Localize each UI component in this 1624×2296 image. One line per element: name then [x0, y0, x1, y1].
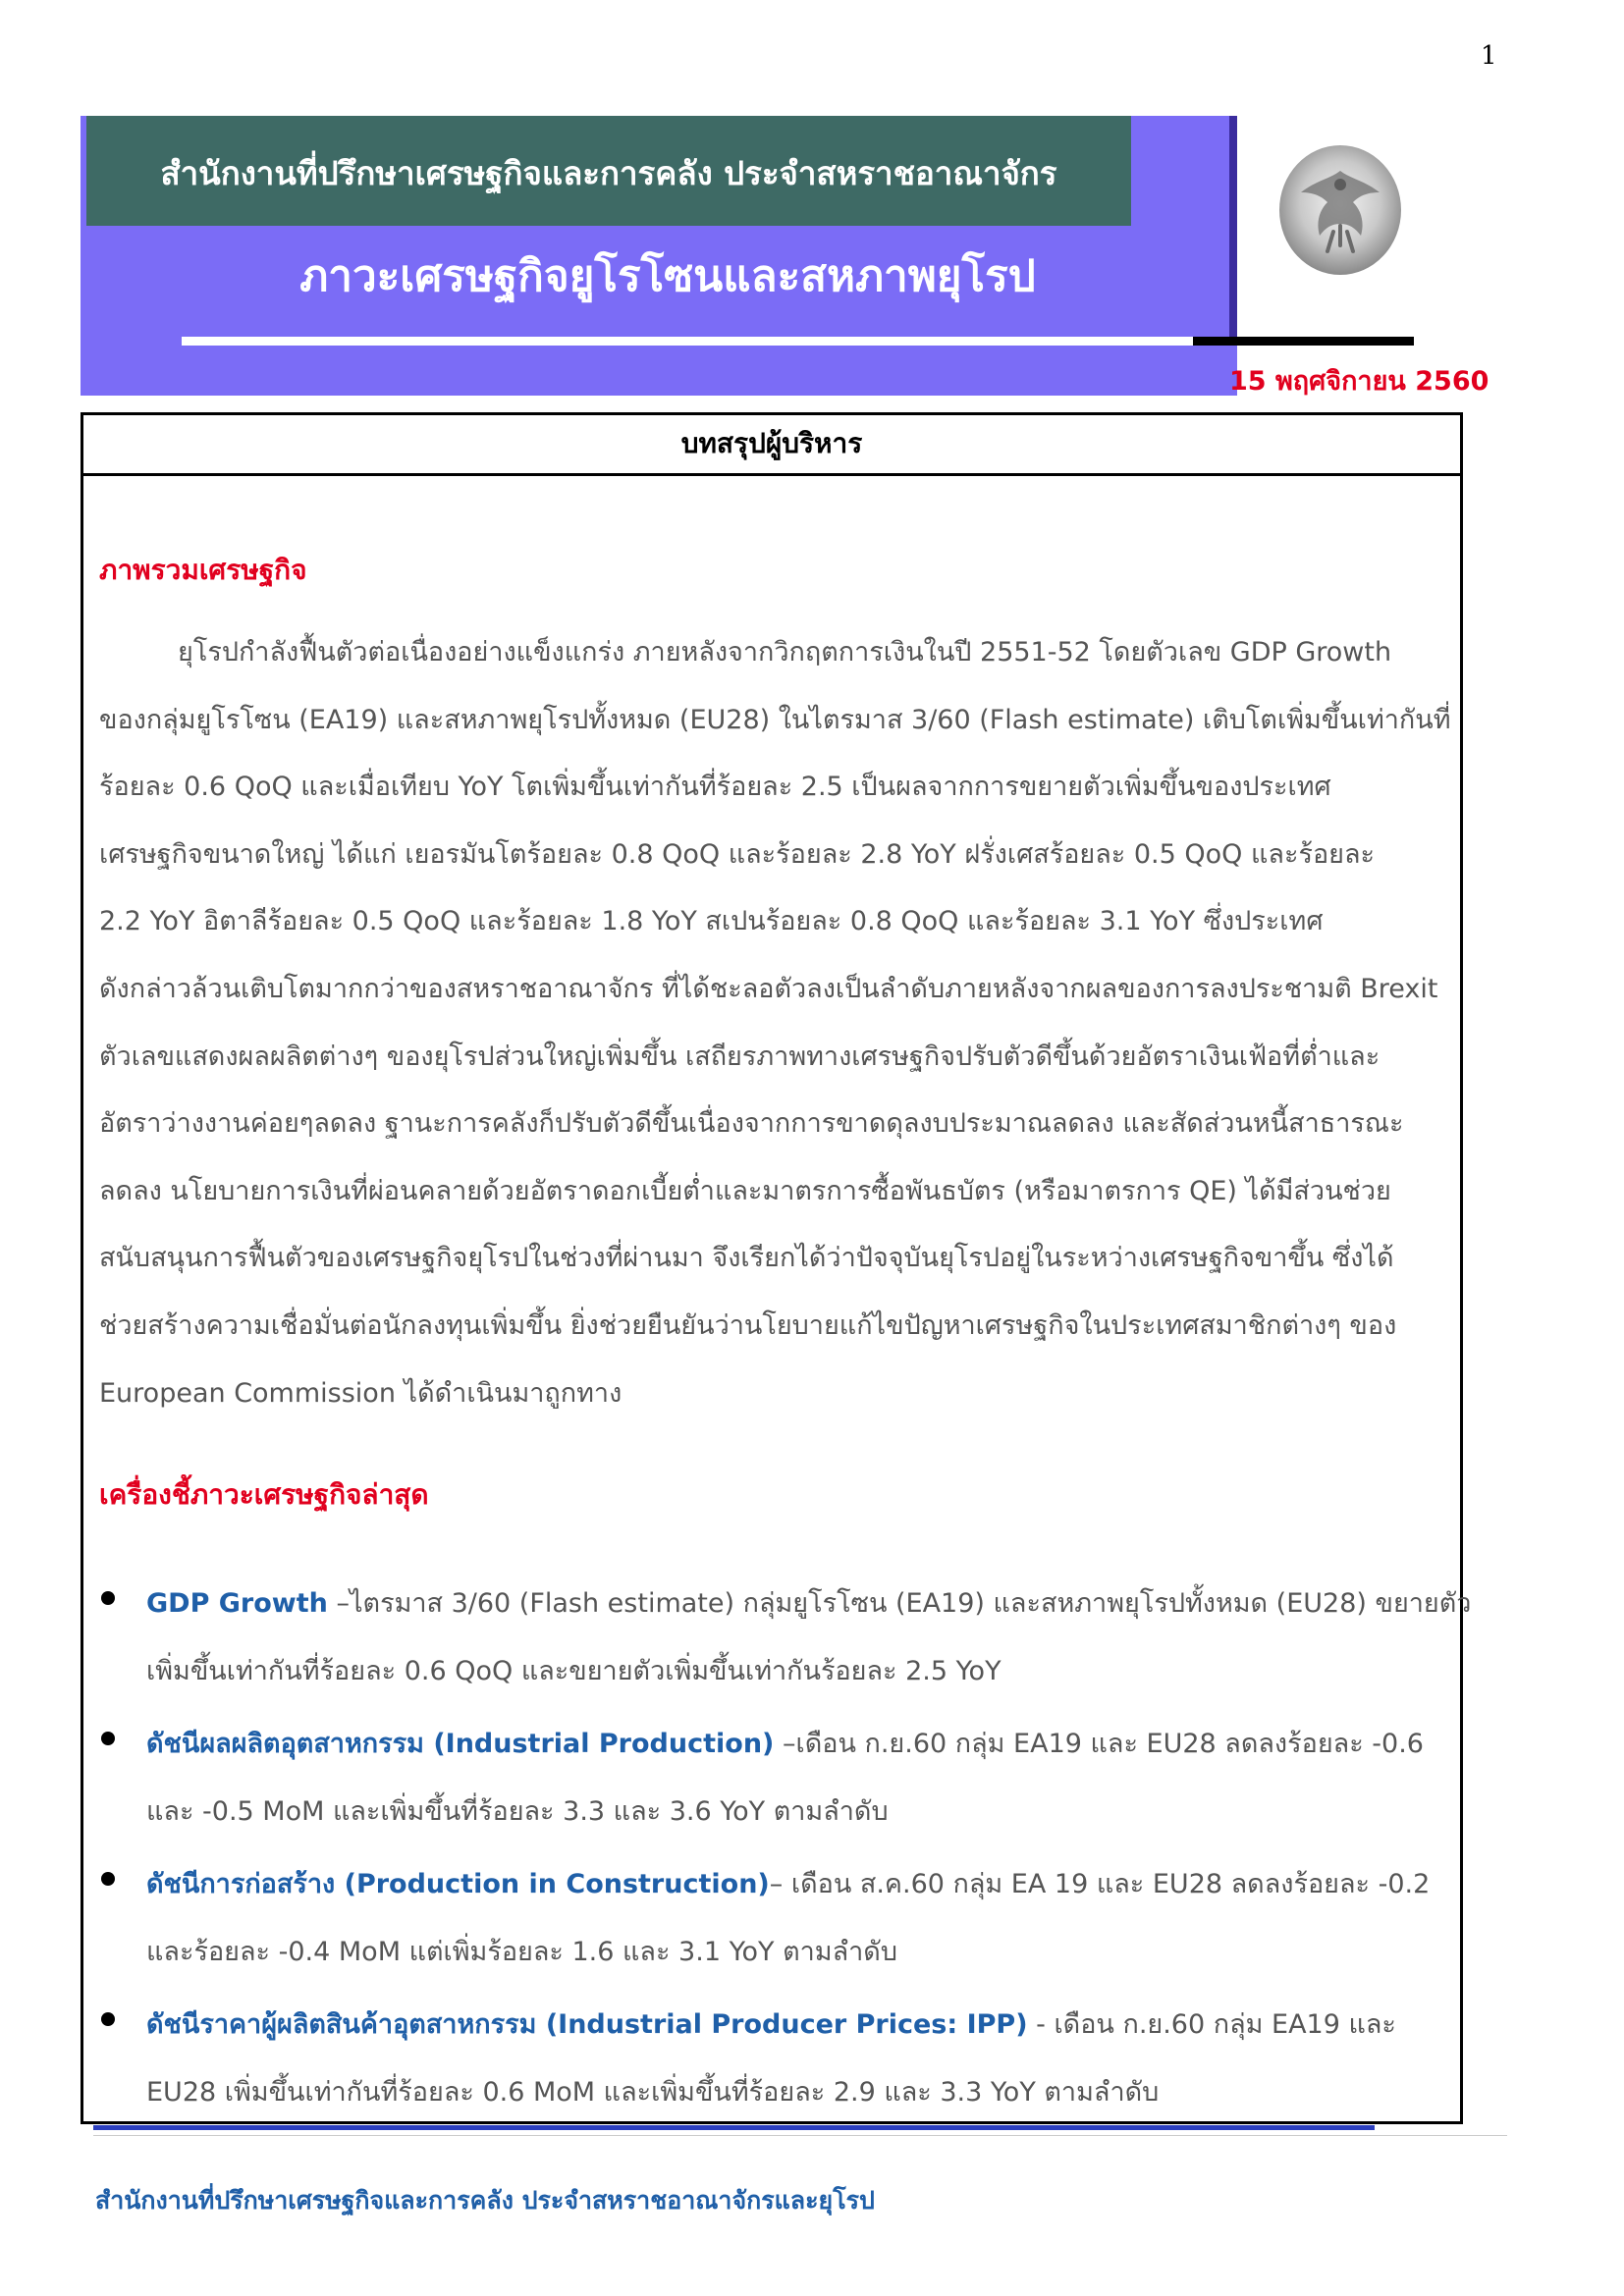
indicators-heading: เครื่องชี้ภาวะเศรษฐกิจล่าสุด — [99, 1478, 429, 1511]
overview-line: สนับสนุนการฟื้นตัวของเศรษฐกิจยุโรปในช่วงที่ผ่านมา จึงเรียกได้ว่าปัจจุบันยุโรปอยู่ในระหว่างเศรษฐกิจขาขึ้น ซึ่งได้ — [99, 1243, 1394, 1274]
overview-line: ของกลุ่มยูโรโซน (EA19) และสหภาพยุโรปทั้งหมด (EU28) ในไตรมาส 3/60 (Flash estimate) เติบโตเพิ่มขึ้นเท่ากันที่ — [99, 704, 1451, 735]
bullet-icon — [101, 1732, 115, 1745]
indicator-detail: –ไตรมาส 3/60 (Flash estimate) กลุ่มยูโรโซน (EA19) และสหภาพยุโรปทั้งหมด (EU28) ขยายตัว — [327, 1588, 1472, 1619]
indicator-item-producer-prices — [83, 1991, 1458, 2131]
bullet-icon — [101, 1591, 115, 1605]
indicator-detail: –เดือน ก.ย.60 กลุ่ม EA19 และ EU28 ลดลงร้อยละ -0.6 — [774, 1729, 1424, 1759]
banner-divider — [182, 337, 1193, 346]
indicator-detail: และร้อยละ -0.4 MoM แต่เพิ่มร้อยละ 1.6 และ 3.1 YoY ตามลำดับ — [146, 1937, 897, 1967]
indicator-term: GDP Growth — [146, 1588, 328, 1619]
indicator-detail: เพิ่มขึ้นเท่ากันที่ร้อยละ 0.6 QoQ และขยายตัวเพิ่มขึ้นเท่ากันร้อยละ 2.5 YoY — [146, 1656, 1001, 1686]
executive-summary-box — [81, 412, 1472, 2124]
garuda-emblem-icon — [1276, 141, 1404, 279]
overview-line: เศรษฐกิจขนาดใหญ่ ได้แก่ เยอรมันโตร้อยละ 0.8 QoQ และร้อยละ 2.8 YoY ฝรั่งเศสร้อยละ 0.5 QoQ และร้อยละ — [99, 838, 1376, 870]
indicator-term: ดัชนีราคาผู้ผลิตสินค้าอุตสาหกรรม (Industrial Producer Prices: IPP) — [146, 2009, 1028, 2040]
overview-line: ร้อยละ 0.6 QoQ และเมื่อเทียบ YoY โตเพิ่มขึ้นเท่ากันที่ร้อยละ 2.5 เป็นผลจากการขยายตัวเพิ่มขึ้นของประเทศ — [99, 772, 1331, 803]
indicator-detail: EU28 เพิ่มขึ้นเท่ากันที่ร้อยละ 0.6 MoM และเพิ่มขึ้นที่ร้อยละ 2.9 และ 3.3 YoY ตามลำดับ — [146, 2077, 1160, 2108]
indicator-item-industrial-production — [83, 1710, 1458, 1850]
footer-office-name: สำนักงานที่ปรึกษาเศรษฐกิจและการคลัง ประจำสหราชอาณาจักรและยุโรป — [95, 2186, 875, 2215]
overview-line: European Commission ได้ดำเนินมาถูกทาง — [99, 1377, 623, 1409]
indicator-detail: - เดือน ก.ย.60 กลุ่ม EA19 และ — [1027, 2009, 1396, 2040]
overview-line: ลดลง นโยบายการเงินที่ผ่อนคลายด้วยอัตราดอกเบี้ยต่ำและมาตรการซื้อพันธบัตร (หรือมาตรการ QE) ได้มีส่วนช่วย — [99, 1175, 1391, 1206]
overview-line: ตัวเลขแสดงผลผลิตต่างๆ ของยุโรปส่วนใหญ่เพิ่มขึ้น เสถียรภาพทางเศรษฐกิจปรับตัวดีขึ้นด้วยอัตราเงินเฟ้อที่ต่ำและ — [99, 1041, 1380, 1072]
bullet-icon — [101, 2012, 115, 2026]
overview-line: 2.2 YoY อิตาลีร้อยละ 0.5 QoQ และร้อยละ 1.8 YoY สเปนร้อยละ 0.8 QoQ และร้อยละ 3.1 YoY ซึ่งประเทศ — [99, 906, 1324, 937]
banner-shadow — [1229, 116, 1237, 337]
indicator-detail: และ -0.5 MoM และเพิ่มขึ้นที่ร้อยละ 3.3 และ 3.6 YoY ตามลำดับ — [146, 1796, 889, 1827]
indicator-item-gdp — [83, 1570, 1472, 1710]
indicator-item-construction — [83, 1850, 1458, 1991]
overview-line: อัตราว่างงานค่อยๆลดลง ฐานะการคลังก็ปรับตัวดีขึ้นเนื่องจากการขาดดุลงบประมาณลดลง และสัดส่วนหนี้สาธารณะ — [99, 1108, 1404, 1140]
report-title: ภาวะเศรษฐกิจยูโรโซนและสหภาพยุโรป — [299, 251, 1036, 301]
overview-paragraph — [99, 619, 1449, 1427]
overview-line: ช่วยสร้างความเชื่อมั่นต่อนักลงทุนเพิ่มขึ้น ยิ่งช่วยยืนยันว่านโยบายแก้ไขปัญหาเศรษฐกิจในประเทศสมาชิกต่างๆ ของ — [99, 1309, 1397, 1341]
indicator-term: ดัชนีการก่อสร้าง (Production in Construction) — [146, 1869, 770, 1899]
footer-divider-thin — [93, 2135, 1507, 2136]
indicator-term: ดัชนีผลผลิตอุตสาหกรรม (Industrial Production) — [146, 1729, 775, 1759]
indicator-list — [83, 1570, 1472, 2131]
page-number: 1 — [1481, 41, 1497, 71]
office-title: สำนักงานที่ปรึกษาเศรษฐกิจและการคลัง ประจำสหราชอาณาจักร — [160, 154, 1057, 192]
report-date: 15 พฤศจิกายน 2560 — [1229, 366, 1489, 397]
overview-line: ดังกล่าวล้วนเติบโตมากกว่าของสหราชอาณาจักร ที่ได้ชะลอตัวลงเป็นลำดับภายหลังจากผลของการลงประชามติ Brexit — [99, 973, 1438, 1004]
indicator-detail: – เดือน ส.ค.60 กลุ่ม EA 19 และ EU28 ลดลงร้อยละ -0.2 — [769, 1869, 1431, 1899]
banner-divider-dark — [1193, 337, 1414, 346]
overview-heading: ภาพรวมเศรษฐกิจ — [99, 554, 307, 586]
bullet-icon — [101, 1872, 115, 1886]
executive-summary-heading: บทสรุปผู้บริหาร — [83, 415, 1460, 476]
footer-divider — [93, 2125, 1375, 2130]
overview-line: ยุโรปกำลังฟื้นตัวต่อเนื่องอย่างแข็งแกร่ง ภายหลังจากวิกฤตการเงินในปี 2551-52 โดยตัวเลข GDP Growth — [178, 637, 1392, 667]
